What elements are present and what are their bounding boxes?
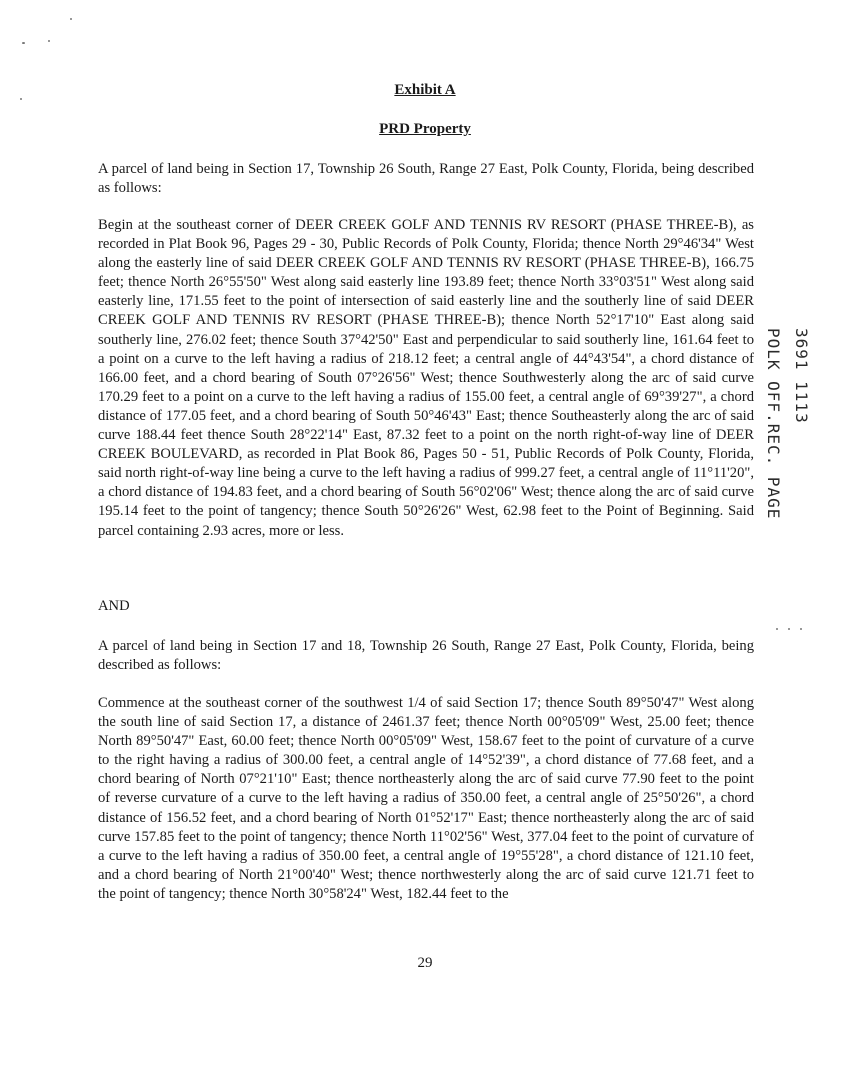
scan-speck xyxy=(788,628,790,630)
scan-speck xyxy=(800,628,802,630)
paragraph-and: AND xyxy=(98,598,130,614)
scan-speck xyxy=(48,40,50,42)
paragraph-parcel-two-intro: A parcel of land being in Section 17 and 18, Township 26 South, Range 27 East, Polk County, Florida, being described as follows: xyxy=(98,638,754,674)
document-subtitle: PRD Property xyxy=(379,121,471,137)
paragraph-parcel-one-description: Begin at the southeast corner of DEER CREEK GOLF AND TENNIS RV RESORT (PHASE THREE-B), as recorded in Plat Book 96, Pages 29 - 30, Public Records of Polk County, Florida; thence North 29°46'34" West along the easterly line of said DEER CREEK GOLF AND TENNIS RV RESORT (PHASE THREE-B), 166.75 feet; thence North 26°55'50" West along said easterly line 193.89 feet; thence North 33°03'51" West along said easterly line, 171.55 feet to the point of intersection of said easterly line and the southerly line of said DEER CREEK GOLF AND TENNIS RV RESORT (PHASE THREE-B); thence North 52°17'10" East along said southerly line, 276.02 feet; thence South 37°42'50" East and perpendicular to said southerly line, 161.64 feet to a point on a curve to the left having a radius of 218.12 feet; a central angle of 44°43'54", a chord distance of 166.00 feet, and a chord bearing of South 07°26'56" West; thence Southwesterly along the arc of said curve 170.29 feet to a point on a curve to the left having a radius of 155.00 feet, a central angle of 69°39'27", a chord distance of 177.05 feet, and a chord bearing of South 50°46'43" East; thence Southeasterly along the arc of said curve 188.44 feet thence South 28°22'14" East, 87.32 feet to a point on the north right-of-way line of DEER CREEK BOULEVARD, as recorded in Plat Book 86, Pages 50 - 51, Public Records of Polk County, Florida, said north right-of-way line being a curve to the left having a radius of 999.27 feet, a central angle of 11°11'20", a chord distance of 194.83 feet, and a chord bearing of South 56°02'06" West; thence along the arc of said curve 195.14 feet to the point of tangency; thence South 50°26'26" West, 62.98 feet to the Point of Beginning. Said parcel containing 2.93 acres, more or less. xyxy=(98,217,754,539)
page-number: 29 xyxy=(417,955,433,971)
paragraph-parcel-one-intro: A parcel of land being in Section 17, Township 26 South, Range 27 East, Polk County, Florida, being described as follows: xyxy=(98,161,754,197)
paragraph-parcel-two-description: Commence at the southeast corner of the southwest 1/4 of said Section 17; thence South 89°50'47" West along the south line of said Section 17, a distance of 2461.37 feet; thence North 00°05'09" West, 25.00 feet; thence North 89°50'47" East, 60.00 feet; thence North 00°05'09" West, 158.67 feet to the point of curvature of a curve to the right having a radius of 300.00 feet, a central angle of 14°52'39", a chord distance of 77.68 feet, and a chord bearing of North 07°21'10" East; thence northeasterly along the arc of said curve 77.90 feet to the point of reverse curvature of a curve to the left having a radius of 350.00 feet, a central angle of 25°50'26", a chord distance of 156.52 feet, and a chord bearing of North 01°52'17" East; thence northeasterly along the arc of said curve 157.85 feet to the point of tangency; thence North 11°02'56" West, 377.04 feet to the point of curvature of a curve to the left having a radius of 350.00 feet, a central angle of 19°55'28", a chord distance of 121.10 feet, and a chord bearing of North 21°00'40" West; thence northwesterly along the arc of said curve 121.71 feet to the point of tangency; thence North 30°58'24" West, 182.44 feet to the xyxy=(98,695,754,902)
document-title: Exhibit A xyxy=(394,82,456,98)
recording-stamp-book-label: POLK OFF.REC. PAGE xyxy=(764,328,783,520)
recording-stamp-book-page: 3691 1113 xyxy=(792,328,811,424)
scan-speck xyxy=(70,18,72,20)
scan-speck xyxy=(22,42,25,44)
scan-speck xyxy=(776,628,778,630)
